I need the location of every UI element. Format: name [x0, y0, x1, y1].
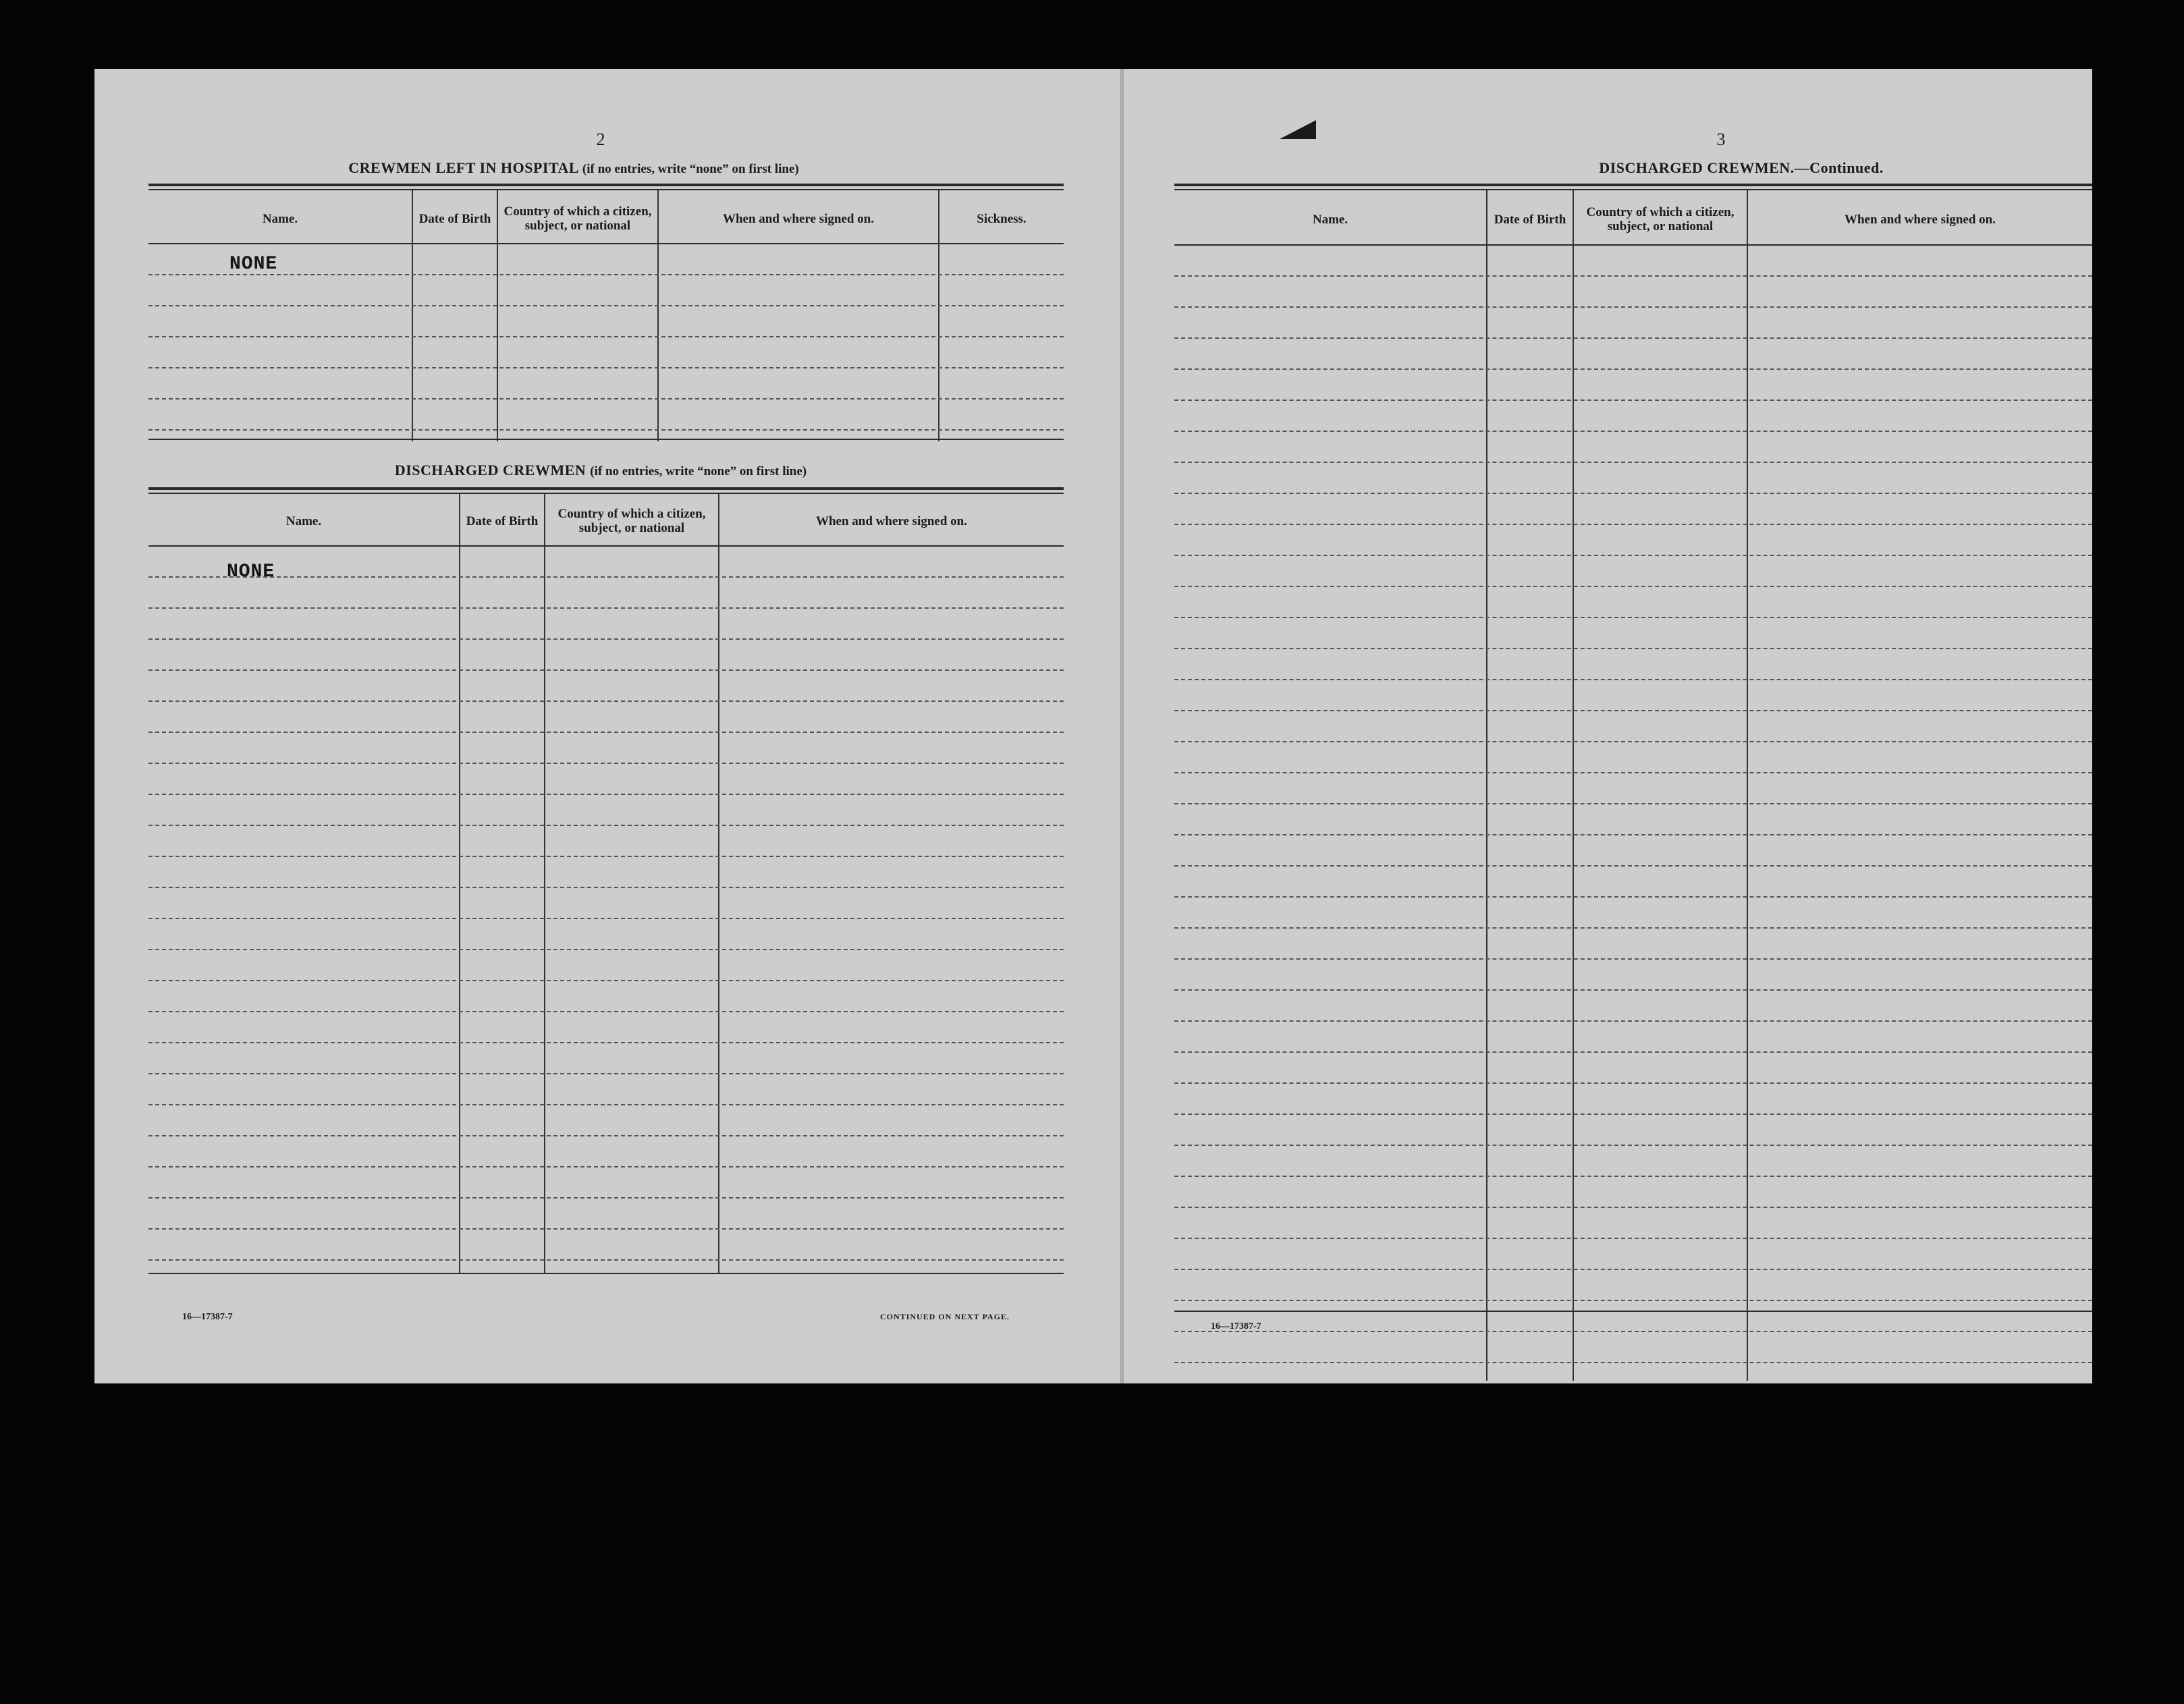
discharged-title-note: (if no entries, write “none” on first line) — [590, 464, 807, 478]
ruled-line — [148, 856, 1064, 857]
ruled-line — [148, 732, 1064, 733]
discharged-section-title — [229, 462, 972, 479]
document-sheet — [94, 69, 2092, 1383]
right-col-country: Country of which a citizen, subject, or national — [1586, 205, 1735, 233]
ruled-line — [1174, 1082, 2092, 1084]
ruled-line — [1174, 1176, 2092, 1177]
ruled-line — [1174, 617, 2092, 618]
hospital-col-name: Name. — [262, 211, 298, 226]
ruled-line — [148, 1228, 1064, 1230]
ruled-line — [148, 1166, 1064, 1167]
right-top-rule — [1174, 184, 2092, 186]
ruled-line — [1174, 275, 2092, 277]
ruled-line — [148, 638, 1064, 640]
right-top-rule-2 — [1174, 189, 2092, 190]
ruled-line — [148, 429, 1064, 431]
right-bottom-rule — [1174, 1311, 2092, 1312]
ruled-line — [148, 1197, 1064, 1199]
ruled-line — [148, 367, 1064, 368]
ruled-line — [1174, 555, 2092, 556]
hospital-col-sickness: Sickness. — [977, 211, 1027, 226]
ruled-line — [1174, 1362, 2092, 1363]
discharged-top-rule-2 — [148, 493, 1064, 494]
ruled-line — [148, 1011, 1064, 1012]
ruled-line — [148, 1104, 1064, 1105]
ruled-line — [148, 607, 1064, 609]
ruled-line — [1174, 337, 2092, 339]
hospital-col-dob: Date of Birth — [418, 211, 491, 226]
ruled-line — [1174, 927, 2092, 929]
ruled-line — [1174, 772, 2092, 773]
ruled-line — [1174, 1145, 2092, 1146]
right-col-dob: Date of Birth — [1494, 212, 1566, 227]
left-page — [94, 69, 1120, 1383]
printer-mark — [1280, 120, 1316, 139]
form-code-left: 16—17387-7 — [182, 1312, 233, 1322]
ruled-line — [1174, 400, 2092, 401]
page-number-left: 2 — [596, 130, 605, 149]
ruled-line — [148, 1073, 1064, 1074]
discharged-col-dob: Date of Birth — [466, 514, 539, 528]
ruled-line — [1174, 1238, 2092, 1239]
ruled-line — [1174, 679, 2092, 680]
ruled-line — [148, 763, 1064, 764]
ruled-line — [148, 336, 1064, 337]
discharged-title-text: DISCHARGED CREWMEN — [394, 462, 586, 478]
form-code-right: 16—17387-7 — [1211, 1321, 1261, 1331]
ruled-line — [1174, 1331, 2092, 1332]
ruled-line — [148, 274, 1064, 275]
hospital-bottom-rule — [148, 439, 1064, 440]
discharged-entry-none: NONE — [227, 561, 275, 582]
ruled-line — [148, 1042, 1064, 1043]
hospital-top-rule-2 — [148, 189, 1064, 190]
ruled-line — [148, 669, 1064, 671]
ruled-line — [1174, 648, 2092, 649]
ruled-line — [1174, 462, 2092, 463]
ruled-line — [1174, 586, 2092, 587]
ruled-line — [148, 980, 1064, 981]
ruled-line — [148, 1135, 1064, 1136]
hospital-entry-none: NONE — [229, 254, 278, 275]
ruled-line — [1174, 865, 2092, 867]
discharged-col-name: Name. — [285, 514, 322, 528]
ruled-line — [1174, 306, 2092, 308]
discharged-col-signed: When and where signed on. — [815, 514, 967, 528]
hospital-col-signed: When and where signed on. — [722, 211, 874, 226]
right-col-signed: When and where signed on. — [1844, 212, 1996, 227]
hospital-title-text: CREWMEN LEFT IN HOSPITAL — [348, 159, 578, 176]
ruled-line — [1174, 803, 2092, 804]
continued-note: CONTINUED ON NEXT PAGE. — [880, 1312, 1010, 1321]
ruled-line — [1174, 834, 2092, 835]
ruled-line — [148, 576, 1064, 578]
hospital-title-note: (if no entries, write “none” on first line) — [582, 162, 799, 176]
ruled-line — [1174, 1300, 2092, 1301]
ruled-line — [1174, 368, 2092, 370]
ruled-line — [148, 1259, 1064, 1261]
discharged-bottom-rule — [148, 1273, 1064, 1274]
ruled-line — [1174, 431, 2092, 432]
ruled-line — [1174, 524, 2092, 525]
page-number-right: 3 — [1716, 130, 1726, 149]
ruled-line — [1174, 710, 2092, 711]
right-col-name: Name. — [1312, 212, 1348, 227]
hospital-col-country: Country of which a citizen, subject, or national — [503, 204, 652, 233]
ruled-line — [148, 918, 1064, 919]
ruled-line — [1174, 1020, 2092, 1022]
discharged-col-country: Country of which a citizen, subject, or national — [557, 507, 706, 535]
ruled-line — [148, 398, 1064, 400]
ruled-line — [1174, 1051, 2092, 1053]
ruled-line — [148, 700, 1064, 702]
ruled-line — [148, 825, 1064, 826]
ruled-line — [148, 949, 1064, 950]
hospital-rows — [148, 244, 1064, 441]
ruled-line — [1174, 493, 2092, 494]
ruled-line — [1174, 989, 2092, 991]
ruled-line — [148, 887, 1064, 888]
ruled-line — [148, 305, 1064, 306]
right-section-title: DISCHARGED CREWMEN.—Continued. — [1599, 159, 1884, 176]
right-rows — [1174, 246, 2092, 1381]
ruled-line — [1174, 1207, 2092, 1208]
ruled-line — [1174, 958, 2092, 960]
right-page — [1120, 69, 2092, 1383]
hospital-section-title — [148, 159, 999, 177]
ruled-line — [148, 794, 1064, 795]
ruled-line — [1174, 1269, 2092, 1270]
discharged-rows — [148, 547, 1064, 1273]
ruled-line — [1174, 741, 2092, 742]
ruled-line — [1174, 896, 2092, 898]
discharged-top-rule — [148, 487, 1064, 490]
hospital-top-rule — [148, 184, 1064, 186]
ruled-line — [1174, 1114, 2092, 1115]
